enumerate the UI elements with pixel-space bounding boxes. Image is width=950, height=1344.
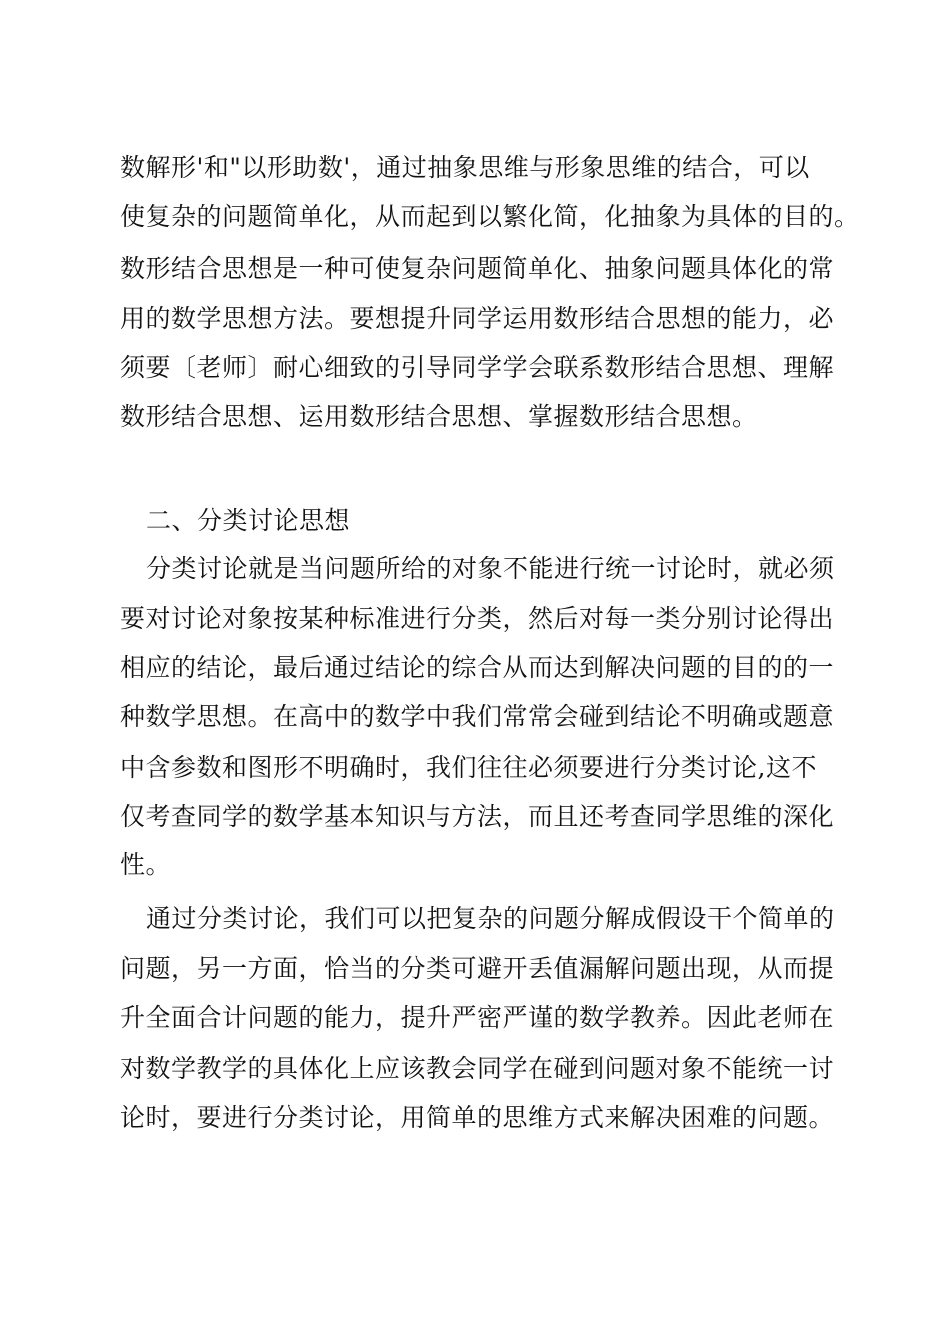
paragraph-line: 通过分类讨论，我们可以把复杂的问题分解成假设干个简单的 xyxy=(146,904,835,933)
paragraph-line: 数形结合思想、运用数形结合思想、掌握数形结合思想。 xyxy=(120,402,758,431)
paragraph-line: 问题，另一方面，恰当的分类可避开丢值漏解问题出现，从而提 xyxy=(120,954,835,983)
paragraph-line: 数解形'和"以形助数'，通过抽象思维与形象思维的结合，可以 xyxy=(120,153,810,182)
paragraph-line: 要对讨论对象按某种标准进行分类，然后对每一类分别讨论得出 xyxy=(120,604,835,633)
paragraph-line: 用的数学思想方法。要想提升同学运用数形结合思想的能力，必 xyxy=(120,304,835,333)
paragraph-line: 性。 xyxy=(120,850,172,879)
paragraph-line: 升全面合计问题的能力，提升严密严谨的数学教养。因此老师在 xyxy=(120,1003,835,1032)
paragraph-line: 相应的结论，最后通过结论的综合从而达到解决问题的目的的一 xyxy=(120,653,835,682)
paragraph-line: 数形结合思想是一种可使复杂问题简单化、抽象问题具体化的常 xyxy=(120,254,835,283)
paragraph-line: 使复杂的问题简单化，从而起到以繁化简，化抽象为具体的目的。 xyxy=(120,202,860,231)
paragraph-line: 对数学教学的具体化上应该教会同学在碰到问题对象不能统一讨 xyxy=(120,1054,835,1083)
paragraph-line: 分类讨论就是当问题所给的对象不能进行统一讨论时，就必须 xyxy=(146,554,835,583)
paragraph-line: 仅考查同学的数学基本知识与方法，而且还考查同学思维的深化 xyxy=(120,802,835,831)
section-heading: 二、分类讨论思想 xyxy=(146,506,351,535)
paragraph-line: 论时，要进行分类讨论，用简单的思维方式来解决困难的问题。 xyxy=(120,1103,835,1132)
paragraph-line: 种数学思想。在高中的数学中我们常常会碰到结论不明确或题意 xyxy=(120,702,835,731)
paragraph-line: 中含参数和图形不明确时，我们往往必须要进行分类讨论,这不 xyxy=(120,753,817,782)
paragraph-line: 须要〔老师〕耐心细致的引导同学学会联系数形结合思想、理解 xyxy=(120,353,835,382)
